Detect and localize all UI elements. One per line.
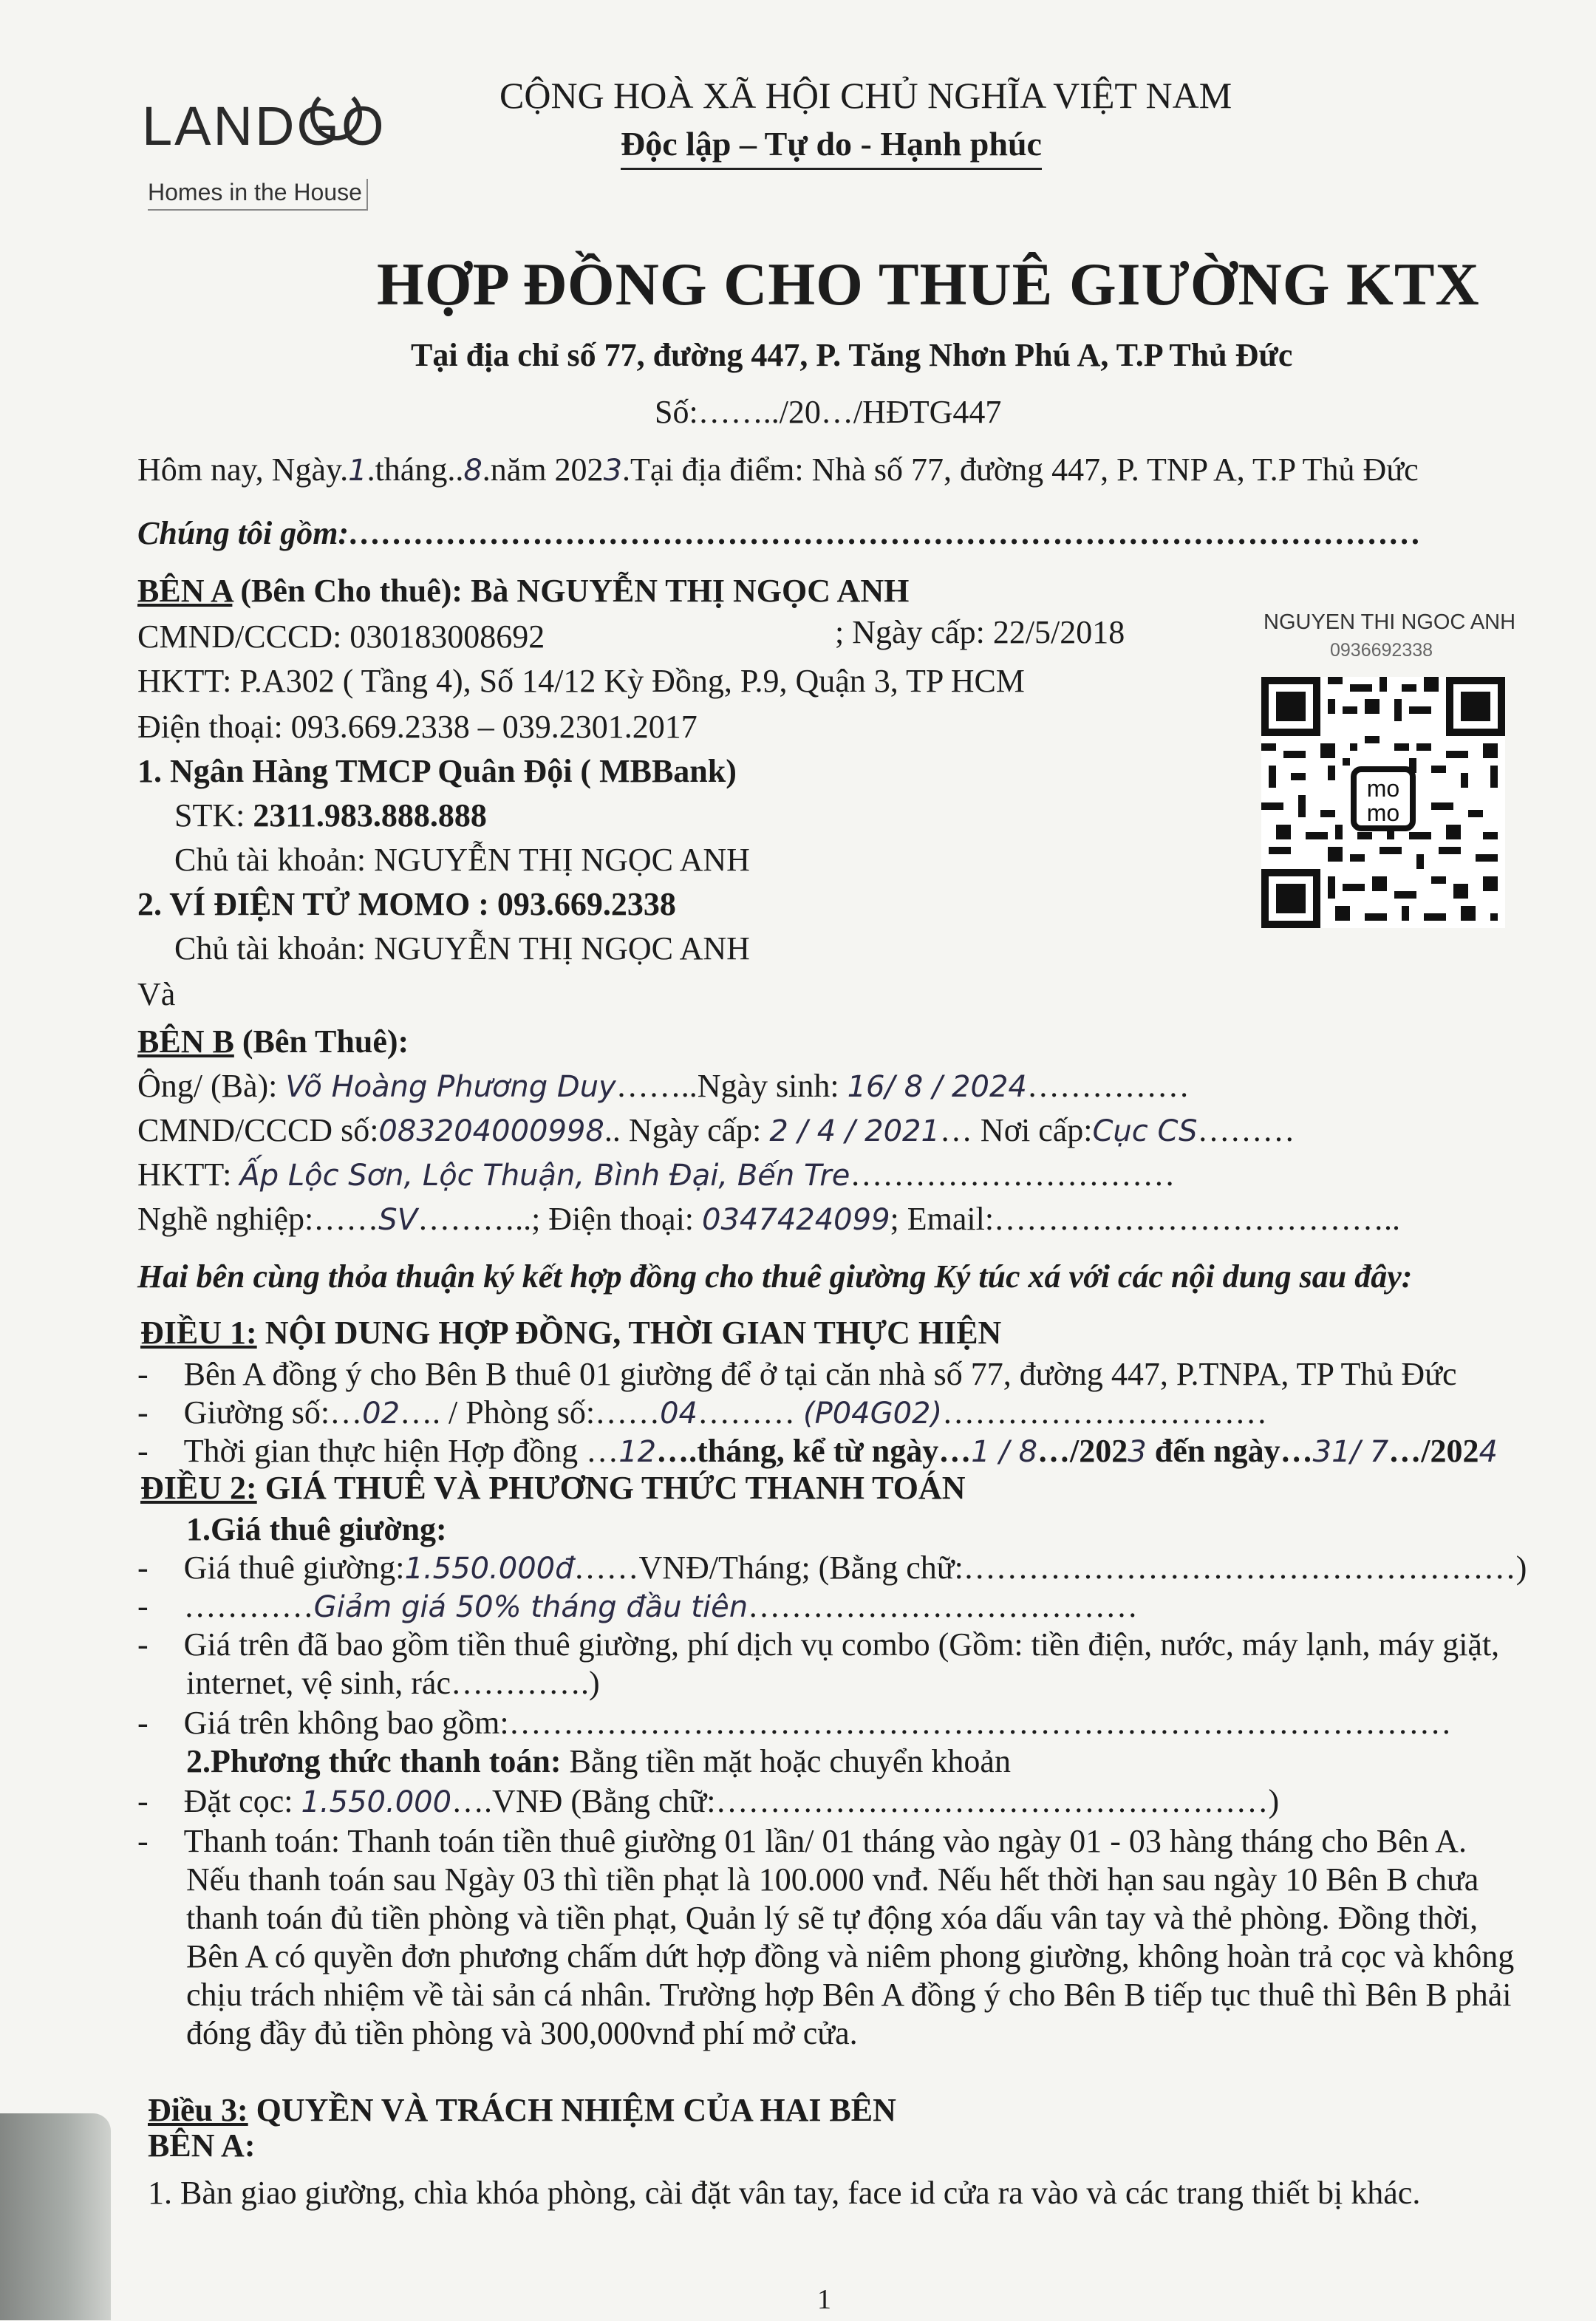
momo-qr-code-icon xyxy=(1261,677,1506,928)
payment-method-label: 2.Phương thức thanh toán: xyxy=(186,1743,562,1779)
includes-text: Giá trên đã bao gồm tiền thuê giường, phí dịch vụ combo (Gồm: tiền điện, nước, máy lạnh, máy giặt, xyxy=(183,1626,1500,1663)
dieu2-payment-6: đóng đầy đủ tiền phòng và 300,000vnđ phí mở cửa. xyxy=(186,2015,858,2051)
dieu1-item1 xyxy=(137,1355,1457,1393)
handwritten-discount: Giảm giá 50% tháng đầu tiên xyxy=(313,1590,748,1624)
bullet-dash: - xyxy=(137,1550,149,1586)
bullet-dash: - xyxy=(137,1588,149,1624)
party-a-bank: 1. Ngân Hàng TMCP Quân Đội ( MBBank) xyxy=(137,753,737,789)
handwritten-price: 1.550.000đ xyxy=(404,1552,574,1586)
party-a-stk xyxy=(174,797,487,834)
handwritten-deposit: 1.550.000 xyxy=(301,1785,452,1819)
dieu2-payment-4: Bên A có quyền đơn phương chấm dứt hợp đồng và niêm phong giường, không hoàn trả cọc và không xyxy=(186,1938,1515,1974)
bullet-dash: - xyxy=(137,1783,149,1819)
dieu2-payment-5: chịu trách nhiệm về tài sản cá nhân. Trường hợp Bên A đồng ý cho Bên B tiếp tục thuê thì Bên B phải xyxy=(186,1977,1512,2013)
dieu1-title: NỘI DUNG HỢP ĐỒNG, THỜI GIAN THỰC HIỆN xyxy=(256,1315,1002,1351)
handwritten-hktt: Ấp Lộc Sơn, Lộc Thuận, Bình Đại, Bến Tre xyxy=(239,1159,850,1193)
party-b-id-line: CMND/CCCD số:083204000998.. Ngày cấp: 2 / 4 / 2021… Nơi cấp:Cục CS……… xyxy=(137,1112,1295,1148)
motto: Độc lập – Tự do - Hạnh phúc xyxy=(621,124,1042,170)
dieu1-heading xyxy=(140,1314,1001,1352)
logo-tagline: Homes in the House xyxy=(148,179,368,211)
party-a-holder-2: Chủ tài khoản: NGUYỄN THỊ NGỌC ANH xyxy=(174,930,750,967)
logo-text: LANDGO xyxy=(142,95,386,157)
intro-rest: .Tại địa điểm: Nhà số 77, đường 447, P. TNP A, T.P Thủ Đức xyxy=(622,451,1419,488)
place-label: … Nơi cấp: xyxy=(939,1112,1093,1148)
stk-value: 2311.983.888.888 xyxy=(253,797,487,834)
logo-ring-icon xyxy=(310,89,362,140)
handwritten-phone: 0347424099 xyxy=(702,1203,890,1237)
party-a-name: (Bên Cho thuê): Bà NGUYỄN THỊ NGỌC ANH xyxy=(232,573,910,609)
svg-text:mo: mo xyxy=(1366,775,1400,802)
handwritten-months: 12 xyxy=(618,1435,657,1469)
price-rest: ……VNĐ/Tháng; (Bằng chữ:……………………………………………) xyxy=(573,1550,1527,1586)
handwritten-job: SV xyxy=(378,1203,418,1237)
handwritten-year-digit: 3 xyxy=(603,454,623,488)
document-title: HỢP ĐỒNG CHO THUÊ GIƯỜNG KTX xyxy=(377,250,1480,318)
party-b-name-line: Ông/ (Bà): Võ Hoàng Phương Duy……..Ngày sinh: 16/ 8 / 2024…………… xyxy=(137,1068,1190,1104)
party-b-heading xyxy=(137,1023,409,1060)
dieu2-payment-3: thanh toán đủ tiền phòng và tiền phạt, Quản lý sẽ tự động xóa dấu vân tay và thẻ phòng. Đồng thời, xyxy=(186,1900,1479,1936)
bed-label: Giường số:… xyxy=(183,1394,363,1431)
time-label: Thời gian thực hiện Hợp đồng … xyxy=(183,1433,619,1469)
handwritten-issue-place: Cục CS xyxy=(1092,1114,1198,1148)
room-label: …. / Phòng số:…… xyxy=(400,1394,661,1431)
page-number: 1 xyxy=(817,2284,831,2315)
qr-phone: 0936692338 xyxy=(1330,640,1433,661)
id-label: CMND/CCCD số: xyxy=(137,1112,379,1148)
document-address: Tại địa chỉ số 77, đường 447, P. Tăng Nhơn Phú A, T.P Thủ Đức xyxy=(411,337,1293,373)
issue-label: Ngày cấp: xyxy=(628,1112,762,1148)
party-a-hktt: HKTT: P.A302 ( Tầng 4), Số 14/12 Kỳ Đồng, P.9, Quận 3, TP HCM xyxy=(137,663,1025,699)
party-b-role: (Bên Thuê): xyxy=(233,1023,409,1060)
handwritten-start: 1 / 8 xyxy=(971,1435,1038,1469)
dieu2-deposit xyxy=(137,1782,1279,1820)
dieu2-sub1: 1.Giá thuê giường: xyxy=(186,1511,447,1547)
dieu1-bed-room: - Giường số:…02…. / Phòng số:……04……… (P04G02)………………………… xyxy=(137,1394,1268,1431)
nation-heading: CỘNG HOÀ XÃ HỘI CHỦ NGHĨA VIỆT NAM xyxy=(499,75,1232,116)
payment-method-text: Bằng tiền mặt hoặc chuyển khoản xyxy=(561,1743,1011,1779)
scan-edge-shadow xyxy=(0,2113,111,2320)
hktt-label: HKTT: xyxy=(137,1156,232,1193)
deposit-rest: ….VNĐ (Bằng chữ:……………………………………………) xyxy=(451,1783,1280,1819)
dieu2-label: ĐIỀU 2: xyxy=(140,1470,257,1506)
job-label: Nghề nghiệp: xyxy=(137,1201,314,1237)
email-label: ; Email:……………………………….. xyxy=(890,1201,1401,1237)
party-a-phone: Điện thoại: 093.669.2338 – 039.2301.2017 xyxy=(137,709,698,745)
phone-label: …..; Điện thoại: xyxy=(482,1201,695,1237)
handwritten-end-year: 4 xyxy=(1479,1435,1498,1469)
party-a-label: BÊN A xyxy=(137,573,233,609)
agreement-text: Hai bên cùng thỏa thuận ký kết hợp đồng cho thuê giường Ký túc xá với các nội dung sau đây: xyxy=(137,1258,1413,1295)
handwritten-month: 8 xyxy=(463,454,482,488)
dieu3-party-a: BÊN A: xyxy=(148,2127,256,2164)
handwritten-id: 083204000998 xyxy=(378,1114,604,1148)
end-year: …/202 xyxy=(1388,1433,1479,1469)
dieu2-sub2 xyxy=(186,1742,1011,1780)
party-a-heading xyxy=(137,572,909,610)
handwritten-room: 04 xyxy=(660,1397,698,1431)
intro-month-label: .tháng.. xyxy=(366,451,464,488)
handwritten-start-year: 3 xyxy=(1128,1435,1147,1469)
handwritten-end: 31/ 7 xyxy=(1312,1435,1389,1469)
dieu2-price xyxy=(137,1549,1527,1586)
excludes-text: Giá trên không bao gồm:…………………………………………………………………………… xyxy=(183,1705,1452,1741)
dieu3-title: QUYỀN VÀ TRÁCH NHIỆM CỦA HAI BÊN xyxy=(248,2092,896,2128)
start-year: …/202 xyxy=(1037,1433,1128,1469)
bullet-dash: - xyxy=(137,1626,149,1663)
dieu2-title: GIÁ THUÊ VÀ PHƯƠNG THỨC THANH TOÁN xyxy=(256,1470,966,1506)
time-mid: ….tháng, kể từ ngày… xyxy=(656,1433,972,1469)
intro-prefix: Hôm nay, Ngày. xyxy=(137,451,349,488)
dieu2-includes xyxy=(137,1626,1499,1663)
dieu2-payment-1 xyxy=(137,1822,1467,1860)
party-a-issue-date: ; Ngày cấp: 22/5/2018 xyxy=(835,614,1125,650)
dieu1-item1-text: Bên A đồng ý cho Bên B thuê 01 giường để ở tại căn nhà số 77, đường 447, P.TNPA, TP Thủ Đức xyxy=(183,1356,1457,1392)
dieu2-includes-2: internet, vệ sinh, rác………….) xyxy=(186,1665,600,1701)
dieu3-item1: 1. Bàn giao giường, chìa khóa phòng, cài đặt vân tay, face id cửa ra vào và các trang thiết bị khác. xyxy=(148,2175,1421,2211)
bullet-dash: - xyxy=(137,1705,149,1741)
name-label: Ông/ (Bà): xyxy=(137,1068,278,1104)
intro-year-label: .năm 202 xyxy=(482,451,604,488)
dieu1-label: ĐIỀU 1: xyxy=(140,1315,257,1351)
handwritten-dob: 16/ 8 / 2024 xyxy=(847,1070,1027,1104)
dieu2-heading xyxy=(140,1469,965,1507)
dieu3-heading xyxy=(148,2091,896,2129)
deposit-label: Đặt cọc: xyxy=(183,1783,301,1819)
contract-number: Số:……../20…/HĐTG447 xyxy=(655,394,1002,430)
handwritten-day: 1 xyxy=(348,454,367,488)
discount-dots: ………… xyxy=(183,1588,314,1624)
dob-label: ……..Ngày sinh: xyxy=(615,1068,839,1104)
bullet-dash: - xyxy=(137,1356,149,1392)
party-a-momo: 2. VÍ ĐIỆN TỬ MOMO : 093.669.2338 xyxy=(137,886,676,922)
party-a-holder-1: Chủ tài khoản: NGUYỄN THỊ NGỌC ANH xyxy=(174,842,750,878)
end-label: đến ngày… xyxy=(1146,1433,1313,1469)
dieu2-excludes xyxy=(137,1704,1452,1742)
dieu1-duration xyxy=(137,1432,1498,1470)
va-text: Và xyxy=(137,976,176,1012)
payment-text-1: Thanh toán: Thanh toán tiền thuê giường 01 lần/ 01 tháng vào ngày 01 - 03 hàng tháng cho Bên A. xyxy=(183,1823,1467,1859)
bullet-dash: - xyxy=(137,1433,149,1469)
price-label: Giá thuê giường: xyxy=(183,1550,405,1586)
party-a-id: CMND/CCCD: 030183008692 xyxy=(137,618,545,655)
chung-toi-gom: Chúng tôi gồm:……………………………………………………………………………………… xyxy=(137,515,1422,551)
intro-line xyxy=(137,451,1419,488)
bullet-dash: - xyxy=(137,1823,149,1859)
dieu2-discount: - …………Giảm giá 50% tháng đầu tiên……………………………… xyxy=(137,1588,1139,1624)
dieu2-payment-2: Nếu thanh toán sau Ngày 03 thì tiền phạt là 100.000 vnđ. Nếu hết thời hạn sau ngày 10 Bên B chưa xyxy=(186,1861,1479,1898)
handwritten-room-code: (P04G02) xyxy=(802,1397,943,1431)
svg-text:mo: mo xyxy=(1366,800,1400,826)
stk-label: STK: xyxy=(174,797,253,834)
dieu3-label: Điều 3: xyxy=(148,2092,248,2128)
handwritten-name: Võ Hoàng Phương Duy xyxy=(285,1070,616,1104)
handwritten-bed: 02 xyxy=(362,1397,400,1431)
handwritten-issue-date: 2 / 4 / 2021 xyxy=(769,1114,940,1148)
bullet-dash: - xyxy=(137,1394,149,1431)
party-b-job-line: Nghề nghiệp:……SV………..; Điện thoại: 0347424099; Email:……………………………….. xyxy=(137,1201,1401,1237)
party-b-hktt-line: HKTT: Ấp Lộc Sơn, Lộc Thuận, Bình Đại, Bến Tre………………………… xyxy=(137,1156,1176,1193)
party-b-label: BÊN B xyxy=(137,1023,234,1060)
qr-owner-name: NGUYEN THI NGOC ANH xyxy=(1264,610,1516,634)
